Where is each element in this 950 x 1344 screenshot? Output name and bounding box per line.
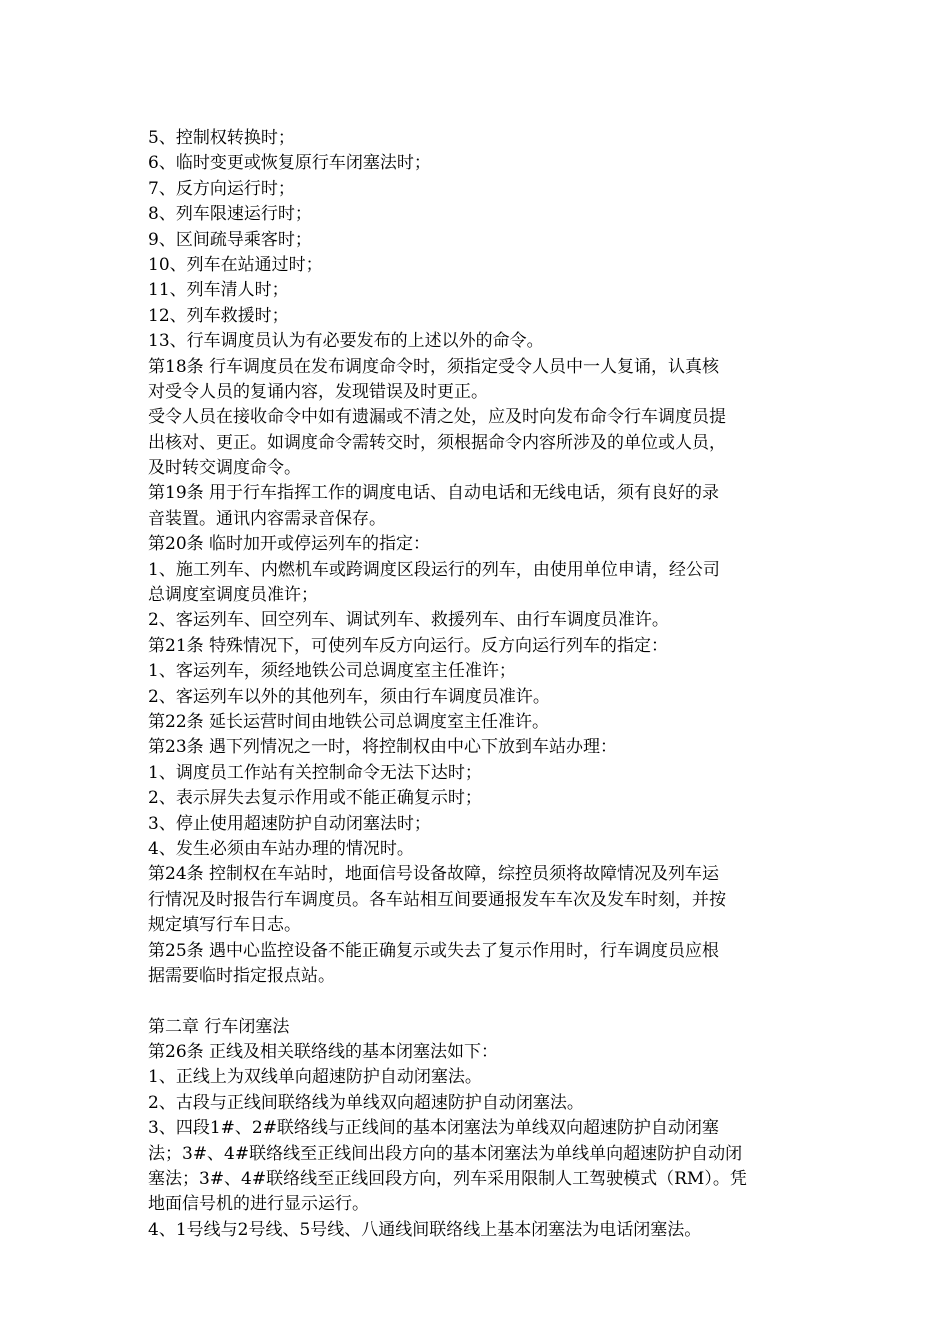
text-line: 2、客运列车、回空列车、调试列车、救援列车、由行车调度员准许。 bbox=[148, 610, 669, 631]
text-line: 6、临时变更或恢复原行车闭塞法时； bbox=[148, 153, 431, 174]
text-line: 及时转交调度命令。 bbox=[148, 458, 301, 479]
text-line: 10、列车在站通过时； bbox=[148, 254, 323, 275]
text-line: 11、列车清人时； bbox=[148, 280, 289, 301]
text-line: 9、区间疏导乘客时； bbox=[148, 229, 312, 250]
text-line: 5、控制权转换时； bbox=[148, 128, 295, 148]
text-line: 3、停止使用超速防护自动闭塞法时； bbox=[148, 813, 431, 834]
text-line: 第20条 临时加开或停运列车的指定： bbox=[148, 534, 431, 555]
text-line: 第22条 延长运营时间由地铁公司总调度室主任准许。 bbox=[148, 711, 550, 732]
blank-line bbox=[148, 989, 808, 1014]
text-line: 1、施工列车、内燃机车或跨调度区段运行的列车，由使用单位申请，经公司 bbox=[148, 559, 720, 580]
text-line: 13、行车调度员认为有必要发布的上述以外的命令。 bbox=[148, 331, 544, 352]
text-line: 总调度室调度员准许； bbox=[148, 585, 318, 606]
text-line: 第24条 控制权在车站时，地面信号设备故障，综控员须将故障情况及列车运 bbox=[148, 864, 720, 885]
text-line: 第18条 行车调度员在发布调度命令时，须指定受令人员中一人复诵，认真核 bbox=[148, 356, 720, 377]
document-body bbox=[148, 126, 808, 1243]
chapter-heading: 第二章 行车闭塞法 bbox=[148, 1016, 290, 1037]
text-line: 音装置。通讯内容需录音保存。 bbox=[148, 508, 386, 529]
text-line: 12、列车救援时； bbox=[148, 305, 289, 326]
text-line: 2、古段与正线间联络线为单线双向超速防护自动闭塞法。 bbox=[148, 1092, 584, 1113]
text-line: 第21条 特殊情况下，可使列车反方向运行。反方向运行列车的指定： bbox=[148, 635, 669, 656]
text-line: 4、发生必须由车站办理的情况时。 bbox=[148, 838, 414, 859]
text-line: 塞法；3#、4#联络线至正线回段方向，列车采用限制人工驾驶模式（RM）。凭 bbox=[148, 1169, 747, 1190]
text-line: 7、反方向运行时； bbox=[148, 178, 295, 199]
text-line: 第19条 用于行车指挥工作的调度电话、自动电话和无线电话，须有良好的录 bbox=[148, 483, 720, 504]
text-line: 1、客运列车，须经地铁公司总调度室主任准许； bbox=[148, 661, 516, 682]
text-line: 1、正线上为双线单向超速防护自动闭塞法。 bbox=[148, 1067, 482, 1088]
text-line: 法；3#、4#联络线至正线间出段方向的基本闭塞法为单线单向超速防护自动闭 bbox=[148, 1143, 743, 1164]
text-line: 2、客运列车以外的其他列车，须由行车调度员准许。 bbox=[148, 686, 550, 707]
text-line: 第23条 遇下列情况之一时，将控制权由中心下放到车站办理： bbox=[148, 737, 618, 758]
text-line: 第26条 正线及相关联络线的基本闭塞法如下： bbox=[148, 1042, 499, 1063]
text-line: 地面信号机的进行显示运行。 bbox=[148, 1194, 369, 1215]
text-line: 出核对、更正。如调度命令需转交时，须根据命令内容所涉及的单位或人员， bbox=[148, 432, 726, 453]
text-line: 第25条 遇中心监控设备不能正确复示或失去了复示作用时，行车调度员应根 bbox=[148, 940, 720, 961]
text-line: 1、调度员工作站有关控制命令无法下达时； bbox=[148, 762, 482, 783]
text-line: 4、1号线与2号线、5号线、八通线间联络线上基本闭塞法为电话闭塞法。 bbox=[148, 1219, 702, 1240]
text-line: 规定填写行车日志。 bbox=[148, 915, 301, 936]
text-line: 行情况及时报告行车调度员。各车站相互间要通报发车车次及发车时刻，并按 bbox=[148, 889, 726, 910]
text-line: 据需要临时指定报点站。 bbox=[148, 965, 335, 986]
text-line: 受令人员在接收命令中如有遗漏或不清之处，应及时向发布命令行车调度员提 bbox=[148, 407, 726, 428]
text-line: 8、列车限速运行时； bbox=[148, 204, 312, 225]
text-line: 2、表示屏失去复示作用或不能正确复示时； bbox=[148, 788, 482, 809]
text-line: 对受令人员的复诵内容，发现错误及时更正。 bbox=[148, 381, 488, 402]
text-line: 3、四段1#、2#联络线与正线间的基本闭塞法为单线双向超速防护自动闭塞 bbox=[148, 1118, 719, 1139]
